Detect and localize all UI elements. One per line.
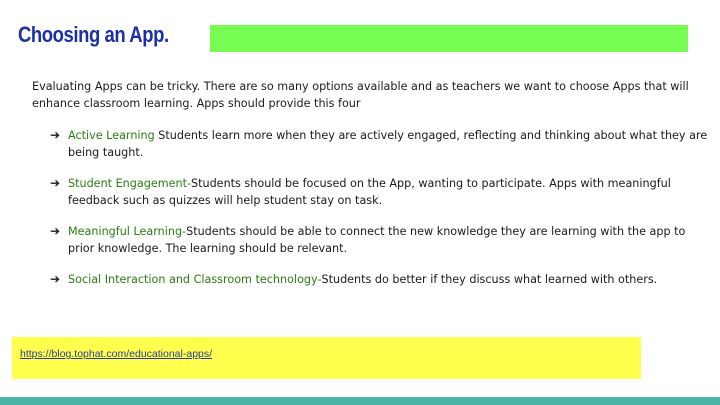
bullet-text: Students should be able to connect the new knowledge they are learning with the app to prior knowledge. The learning should be relevant.	[68, 225, 686, 255]
bullet-term: Active Learning	[68, 129, 155, 142]
arrow-right-icon: ➔	[50, 224, 61, 238]
list-item	[50, 127, 710, 161]
intro-paragraph: Evaluating Apps can be tricky. There are so many options available and as teachers we want to choose Apps that will enhance classroom learning. Apps should provide this four	[32, 80, 689, 110]
list-item	[50, 175, 710, 209]
bullet-term: Meaningful Learning-	[68, 225, 187, 238]
bullet-text: Students learn more when they are actively engaged, reflecting and thinking about what they are being taught.	[68, 129, 708, 159]
arrow-right-icon: ➔	[50, 176, 61, 190]
list-item	[50, 223, 710, 257]
source-link[interactable]: https://blog.tophat.com/educational-apps/	[20, 348, 213, 360]
criteria-list	[50, 127, 710, 288]
bottom-stripe	[0, 397, 720, 405]
bullet-term: Social Interaction and Classroom technology-	[68, 273, 322, 286]
bullet-term: Student Engagement-	[68, 177, 191, 190]
slide-title: Choosing an App.	[18, 22, 169, 47]
arrow-right-icon: ➔	[50, 272, 61, 286]
arrow-right-icon: ➔	[50, 128, 61, 142]
list-item	[50, 271, 710, 288]
bullet-text: Students should be focused on the App, wanting to participate. Apps with meaningful feedback such as quizzes will help student stay on task.	[68, 177, 671, 207]
highlight-bar	[210, 25, 688, 52]
bullet-text: Students do better if they discuss what learned with others.	[321, 273, 658, 286]
